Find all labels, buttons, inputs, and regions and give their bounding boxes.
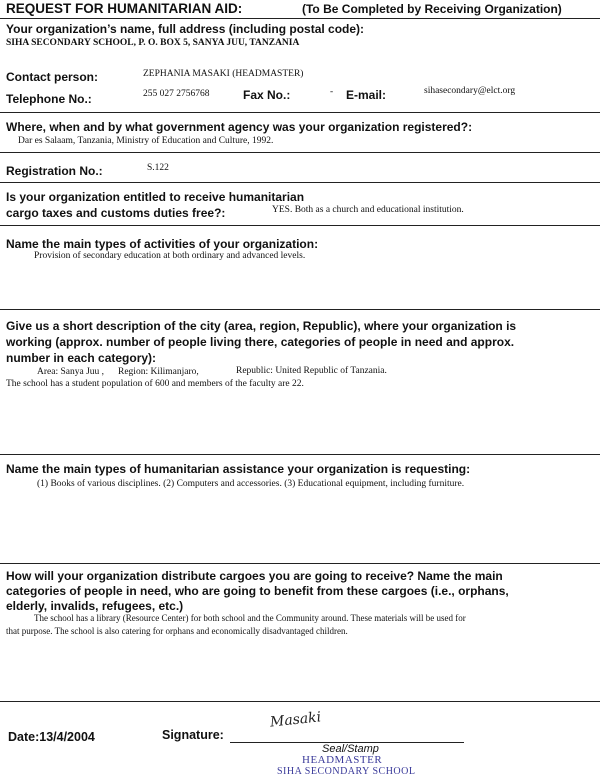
- divider: [0, 225, 600, 226]
- org-label: Your organization’s name, full address (including postal code):: [6, 22, 365, 36]
- tax-label-line1: Is your organization entitled to receive humanitarian: [6, 190, 305, 204]
- activities-value: Provision of secondary education at both ordinary and advanced levels.: [34, 251, 306, 261]
- stamp-line1: HEADMASTER: [302, 754, 383, 766]
- registered-label: Where, when and by what government agency was your organization registered?:: [6, 120, 473, 134]
- divider: [0, 563, 600, 564]
- telephone-label: Telephone No.:: [6, 92, 92, 106]
- distribution-value-line2: that purpose. The school is also catering for orphans and economically disadvantaged children.: [6, 626, 348, 636]
- assistance-value: (1) Books of various disciplines. (2) Computers and accessories. (3) Educational equipment, including furniture.: [37, 479, 465, 489]
- seal-label: Seal/Stamp: [322, 743, 379, 755]
- tax-value: YES. Both as a church and educational institution.: [272, 205, 464, 215]
- org-value: SIHA SECONDARY SCHOOL, P. O. BOX 5, SANYA JUU, TANZANIA: [6, 38, 300, 48]
- registration-label: Registration No.:: [6, 164, 103, 178]
- city-label-line2: working (approx. number of people living there, categories of people in need and approx.: [6, 335, 515, 349]
- email-label: E-mail:: [346, 88, 387, 102]
- handwritten-signature: Masaki: [269, 709, 322, 731]
- divider: [0, 182, 600, 183]
- distribution-label-line3: elderly, invalids, refugees, etc.): [6, 599, 184, 613]
- divider: [0, 309, 600, 310]
- fax-value: -: [330, 87, 334, 97]
- distribution-label-line1: How will your organization distribute cargoes you are going to receive? Name the main: [6, 569, 503, 583]
- city-population: The school has a student population of 600 and members of the faculty are 22.: [6, 379, 304, 389]
- registered-value: Dar es Salaam, Tanzania, Ministry of Education and Culture, 1992.: [18, 136, 274, 146]
- date-field: Date:13/4/2004: [8, 730, 95, 744]
- form-note: (To Be Completed by Receiving Organization): [302, 2, 562, 16]
- assistance-label: Name the main types of humanitarian assistance your organization is requesting:: [6, 462, 471, 476]
- contact-value: ZEPHANIA MASAKI (HEADMASTER): [143, 69, 304, 79]
- city-area: Area: Sanya Juu ,: [37, 367, 105, 377]
- city-label-line3: number in each category):: [6, 351, 157, 365]
- form-title: REQUEST FOR HUMANITARIAN AID:: [6, 1, 243, 16]
- distribution-value-line1: The school has a library (Resource Center) for both school and the Community around. These materials will be used for: [34, 613, 466, 623]
- stamp-line2: SIHA SECONDARY SCHOOL: [277, 766, 416, 777]
- signature-label: Signature:: [162, 728, 224, 742]
- fax-label: Fax No.:: [243, 88, 291, 102]
- city-label-line1: Give us a short description of the city (area, region, Republic), where your organization is: [6, 319, 517, 333]
- tax-label-line2: cargo taxes and customs duties free?:: [6, 206, 226, 220]
- divider: [0, 18, 600, 19]
- divider: [0, 701, 600, 702]
- divider: [0, 152, 600, 153]
- city-region: Region: Kilimanjaro,: [118, 367, 199, 377]
- contact-label: Contact person:: [6, 70, 99, 84]
- email-value: sihasecondary@elct.org: [424, 86, 516, 96]
- activities-label: Name the main types of activities of your organization:: [6, 237, 319, 251]
- registration-value: S.122: [147, 163, 169, 173]
- divider: [0, 112, 600, 113]
- telephone-value: 255 027 2756768: [143, 89, 210, 99]
- city-republic: Republic: United Republic of Tanzania.: [236, 366, 387, 376]
- divider: [0, 454, 600, 455]
- distribution-label-line2: categories of people in need, who are going to benefit from these cargoes (i.e., orphans,: [6, 584, 509, 598]
